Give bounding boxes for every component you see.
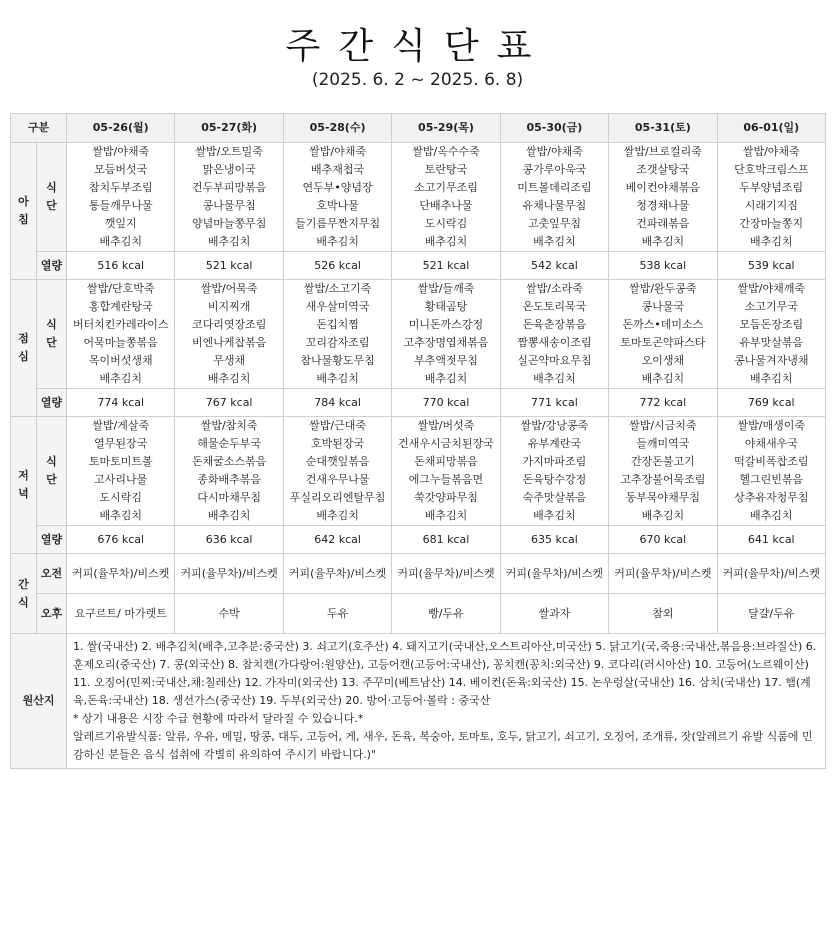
dish-item: 배추김치 (207, 235, 251, 248)
dish-item: 양념마늘쫑무침 (191, 217, 267, 230)
dish-item: 실곤약마요무침 (517, 354, 592, 367)
header-label: 구분 (11, 114, 67, 143)
dish-item: 토마토곤약파스타 (620, 336, 706, 349)
dish-item: 새우살미역국 (305, 300, 370, 313)
day-header: 05-30(금) (500, 114, 608, 143)
dish-cell (717, 280, 825, 389)
meal-kcal-row (11, 252, 826, 280)
dish-item: 쌀밥/버섯죽 (417, 419, 475, 432)
dish-item: 배추김치 (533, 509, 576, 522)
dish-item: 배추김치 (750, 235, 793, 248)
dish-item: 연두부•양념장 (302, 181, 373, 194)
dish-item: 간장돈불고기 (630, 455, 695, 468)
dish-cell (67, 143, 175, 252)
dish-item: 고춧잎무침 (527, 217, 581, 230)
dish-item: 배추김치 (99, 372, 142, 385)
dish-item: 배추김치 (533, 235, 576, 248)
day-header: 05-26(월) (67, 114, 175, 143)
kcal-label: 열량 (37, 389, 67, 417)
dish-item: 고추장불어묵조림 (620, 473, 706, 486)
snack-label: 간식 (11, 554, 37, 634)
dish-item: 돈깁치찜 (316, 318, 359, 331)
dish-item: 종화배추볶음 (197, 473, 262, 486)
dish-item: 에그누들볶음면 (408, 473, 484, 486)
dish-item: 황태곰탕 (424, 300, 468, 313)
dish-item: 배추김치 (424, 372, 468, 385)
weekly-menu-table (10, 113, 826, 769)
kcal-cell: 538 kcal (609, 252, 717, 280)
kcal-cell: 767 kcal (175, 389, 283, 417)
dish-item: 배추재첩국 (311, 163, 365, 176)
snack-cell: 커피(율무차)/비스켓 (283, 554, 391, 594)
dish-item: 배추김치 (641, 235, 685, 248)
kcal-cell: 769 kcal (717, 389, 825, 417)
dish-item: 깻잎지 (104, 217, 137, 230)
dish-item: 푸실리오리엔탈무침 (289, 491, 386, 504)
dish-item: 모듬버섯국 (94, 163, 148, 176)
dish-item: 목이버섯생채 (88, 354, 153, 367)
dish-cell (67, 417, 175, 526)
dish-item: 홍합계란탕국 (88, 300, 153, 313)
snack-pm-label: 오후 (37, 594, 67, 634)
dish-item: 쌀밥/어묵죽 (200, 282, 258, 295)
dish-item: 짬뽕새송이조림 (517, 336, 592, 349)
dish-item: 어묵마늘쫑볶음 (83, 336, 158, 349)
dish-item: 헬그린빈볶음 (739, 473, 804, 486)
dish-item: 콩나물무침 (202, 199, 256, 212)
dish-item: 배추김치 (99, 235, 142, 248)
dish-item: 배추김치 (641, 372, 685, 385)
dish-item: 온도토리묵국 (522, 300, 587, 313)
snack-am-row (11, 554, 826, 594)
dish-item: 쌀밥/들깨죽 (417, 282, 475, 295)
dish-item: 해물순두부국 (197, 437, 262, 450)
snack-cell: 커피(율무차)/비스켓 (175, 554, 283, 594)
dish-item: 조갯살탕국 (636, 163, 690, 176)
dish-item: 배추김치 (750, 372, 793, 385)
kcal-cell: 539 kcal (717, 252, 825, 280)
dish-item: 쌀밥/브로컬리죽 (623, 145, 702, 158)
origin-label: 원산지 (11, 634, 67, 769)
dish-item: 배추김치 (533, 372, 576, 385)
dish-cell (175, 143, 283, 252)
dish-item: 배추김치 (316, 372, 359, 385)
meal-label: 아침 (11, 143, 37, 280)
dish-label: 식단 (37, 417, 67, 526)
dish-item: 쌀밥/근대죽 (309, 419, 366, 432)
dish-item: 상추유자청무침 (734, 491, 809, 504)
meal-dish-row (11, 417, 826, 526)
kcal-cell: 636 kcal (175, 526, 283, 554)
dish-item: 들기름무짠지무침 (295, 217, 381, 230)
dish-item: 소고기무조림 (414, 181, 478, 194)
dish-cell (609, 280, 717, 389)
dish-cell (500, 417, 608, 526)
snack-cell: 커피(율무차)/비스켓 (392, 554, 500, 594)
origin-list: 1. 쌀(국내산) 2. 배추김치(배추,고추분:중국산) 3. 쇠고기(호주산) 4. 돼지고기(국내산,오스트리아산,미국산) 5. 닭고기(국,죽용:국내산,볶음용:브라질산) 6. 훈제오리(중국산) 7. 콩(외국산) 8. 참치캔(가다랑어:원양산), 고등어캔(고등어:국내산), 꽁치캔(꽁치:외국산) 9. 코다리(러시아산) 10. 고등어(노르웨이산) 11. 오징어(민찌:국내산,채:칠레산) 12. 가자미(외국산) 13. 주꾸미(베트남산) 14. 베이컨(돈육:외국산) 15. 논우렁살(국내산) 16. 삼치(국내산) 17. 햄(계육,돈육:국내산) 18. 생선가스(중국산) 19. 두부(외국산) 20. 방어·고등어·볼락 : 중국산 (73, 640, 817, 707)
origin-notice: * 상기 내용은 시장 수급 현황에 따라서 달라질 수 있습니다.* (73, 712, 364, 725)
dish-item: 오이생채 (641, 354, 685, 367)
dish-item: 통들깨무나물 (88, 199, 153, 212)
dish-item: 무생채 (213, 354, 246, 367)
dish-cell (392, 280, 500, 389)
dish-item: 비엔나케찹볶음 (191, 336, 267, 349)
dish-item: 쌀밥/야채죽 (525, 145, 583, 158)
day-header: 05-29(목) (392, 114, 500, 143)
dish-item: 배추김치 (316, 509, 359, 522)
dish-cell (392, 143, 500, 252)
kcal-cell: 676 kcal (67, 526, 175, 554)
dish-item: 단호박크림스프 (734, 163, 809, 176)
dish-item: 건새우무나물 (305, 473, 370, 486)
page-title: 주간식단표 (285, 26, 550, 67)
dish-item: 배추김치 (316, 235, 359, 248)
dish-item: 돈채굴소스볶음 (191, 455, 267, 468)
dish-item: 쌀밥/오트밀죽 (195, 145, 263, 158)
meal-dish-row (11, 143, 826, 252)
dish-item: 가지마파조림 (522, 455, 587, 468)
dish-cell (283, 417, 391, 526)
origin-info (67, 634, 826, 769)
kcal-cell: 771 kcal (500, 389, 608, 417)
dish-item: 부추액젓무침 (414, 354, 478, 367)
kcal-cell: 770 kcal (392, 389, 500, 417)
meal-dish-row (11, 280, 826, 389)
snack-cell: 커피(율무차)/비스켓 (67, 554, 175, 594)
dish-cell (175, 280, 283, 389)
dish-item: 쌀밥/시금치죽 (629, 419, 697, 432)
kcal-cell: 642 kcal (283, 526, 391, 554)
kcal-cell: 542 kcal (500, 252, 608, 280)
dish-item: 쌀밥/단호박죽 (86, 282, 155, 295)
dish-item: 간장마늘쫑지 (739, 217, 804, 230)
kcal-cell: 521 kcal (175, 252, 283, 280)
kcal-cell: 526 kcal (283, 252, 391, 280)
dish-item: 쑥갓양파무침 (414, 491, 478, 504)
dish-item: 쌀밥/강낭콩죽 (520, 419, 589, 432)
kcal-cell: 772 kcal (609, 389, 717, 417)
dish-item: 토란탕국 (424, 163, 468, 176)
dish-item: 콩나물겨자냉채 (734, 354, 809, 367)
dish-item: 숙주맛살볶음 (522, 491, 587, 504)
dish-item: 모듬돈장조림 (739, 318, 804, 331)
snack-cell: 커피(율무차)/비스켓 (609, 554, 717, 594)
dish-item: 미트볼데리조림 (517, 181, 592, 194)
kcal-cell: 635 kcal (500, 526, 608, 554)
snack-am-label: 오전 (37, 554, 67, 594)
dish-item: 시래기지짐 (744, 199, 798, 212)
dish-item: 배추김치 (424, 235, 468, 248)
dish-item: 동부묵야채무침 (625, 491, 701, 504)
dish-item: 두부양념조림 (739, 181, 804, 194)
kcal-label: 열량 (37, 252, 67, 280)
dish-item: 코다리엿장조림 (191, 318, 267, 331)
snack-cell: 참외 (609, 594, 717, 634)
origin-row (11, 634, 826, 769)
dish-item: 야채새우국 (744, 437, 798, 450)
snack-cell: 커피(율무차)/비스켓 (717, 554, 825, 594)
dish-item: 호박나물 (316, 199, 359, 212)
kcal-cell: 521 kcal (392, 252, 500, 280)
date-range: (2025. 6. 2 ~ 2025. 6. 8) (311, 70, 524, 90)
dish-item: 쌀밥/소라죽 (525, 282, 583, 295)
dish-item: 호박된장국 (311, 437, 365, 450)
dish-item: 배추김치 (424, 509, 468, 522)
dish-item: 배추김치 (99, 509, 142, 522)
kcal-label: 열량 (37, 526, 67, 554)
snack-body (11, 554, 826, 769)
dish-item: 쌀밥/완두콩죽 (629, 282, 697, 295)
dish-item: 유채나물무침 (522, 199, 587, 212)
kcal-cell: 641 kcal (717, 526, 825, 554)
dish-item: 유부계란국 (527, 437, 581, 450)
dish-item: 돈채피망볶음 (414, 455, 478, 468)
dish-item: 배추김치 (207, 372, 251, 385)
dish-item: 쌀밥/매생이죽 (737, 419, 805, 432)
dish-cell (392, 417, 500, 526)
dish-item: 건파래볶음 (636, 217, 690, 230)
dish-item: 참나물황도무침 (300, 354, 375, 367)
snack-cell: 달걀/두유 (717, 594, 825, 634)
dish-item: 토마토미트볼 (88, 455, 153, 468)
dish-item: 배추김치 (750, 509, 793, 522)
dish-item: 단배추나물 (419, 199, 473, 212)
dish-item: 비지찌개 (207, 300, 251, 313)
dish-item: 맑은냉이국 (202, 163, 256, 176)
dish-item: 다시마채무침 (197, 491, 262, 504)
dish-item: 꼬리감자조림 (305, 336, 370, 349)
header-row (11, 114, 826, 143)
dish-item: 열무된장국 (94, 437, 148, 450)
dish-cell (500, 280, 608, 389)
dish-item: 순대깻잎볶음 (305, 455, 370, 468)
dish-item: 참치두부조림 (88, 181, 153, 194)
dish-item: 미니돈까스강정 (408, 318, 484, 331)
dish-cell (283, 280, 391, 389)
day-header: 05-28(수) (283, 114, 391, 143)
dish-item: 쌀밥/게살죽 (92, 419, 150, 432)
dish-item: 버터치킨카레라이스 (72, 318, 169, 331)
dish-item: 쌀밥/야채죽 (92, 145, 150, 158)
dish-item: 쌀밥/소고기죽 (303, 282, 372, 295)
dish-item: 쌀밥/옥수수죽 (412, 145, 480, 158)
dish-item: 돈육탕수강정 (522, 473, 587, 486)
meal-label: 저녁 (11, 417, 37, 554)
dish-item: 고추장명엽채볶음 (403, 336, 489, 349)
kcal-cell: 681 kcal (392, 526, 500, 554)
dish-item: 쌀밥/야채죽 (742, 145, 800, 158)
dish-item: 건새우시금치된장국 (398, 437, 494, 450)
snack-cell: 수박 (175, 594, 283, 634)
snack-cell: 요구르트/ 마가렛트 (67, 594, 175, 634)
dish-item: 소고기무국 (744, 300, 798, 313)
dish-item: 도시락김 (424, 217, 468, 230)
dish-label: 식단 (37, 280, 67, 389)
snack-cell: 빵/두유 (392, 594, 500, 634)
day-header: 05-31(토) (609, 114, 717, 143)
dish-item: 배추김치 (641, 509, 685, 522)
dish-label: 식단 (37, 143, 67, 252)
day-header: 06-01(일) (717, 114, 825, 143)
snack-pm-row (11, 594, 826, 634)
day-header: 05-27(화) (175, 114, 283, 143)
snack-cell: 쌀과자 (500, 594, 608, 634)
dish-item: 돈육춘장볶음 (522, 318, 587, 331)
dish-item: 떡갈비폭찹조림 (734, 455, 809, 468)
meal-kcal-row (11, 526, 826, 554)
dish-item: 쌀밥/야채깨죽 (737, 282, 805, 295)
dish-item: 콩나물국 (641, 300, 685, 313)
snack-cell: 두유 (283, 594, 391, 634)
dish-cell (67, 280, 175, 389)
dish-item: 쌀밥/참치죽 (200, 419, 258, 432)
dish-item: 들깨미역국 (636, 437, 690, 450)
dish-cell (717, 417, 825, 526)
meal-body (11, 143, 826, 554)
dish-item: 건두부피망볶음 (191, 181, 267, 194)
meal-label: 점심 (11, 280, 37, 417)
kcal-cell: 784 kcal (283, 389, 391, 417)
dish-item: 쌀밥/야채죽 (309, 145, 366, 158)
dish-cell (283, 143, 391, 252)
dish-item: 돈까스•데미소스 (622, 318, 704, 331)
snack-cell: 커피(율무차)/비스켓 (500, 554, 608, 594)
allergy-info: 알레르기유발식품: 알류, 우유, 메밀, 땅콩, 대두, 고등어, 게, 새우, 돈육, 복숭아, 토마토, 호두, 닭고기, 쇠고기, 오징어, 조개류, 잣(알레르기 유발 식품에 민감하신 분들은 음식 섭취에 각별히 유의하여 주시기 바랍니다.)" (73, 730, 813, 761)
kcal-cell: 774 kcal (67, 389, 175, 417)
kcal-cell: 670 kcal (609, 526, 717, 554)
dish-cell (175, 417, 283, 526)
dish-item: 고사리나물 (94, 473, 148, 486)
dish-item: 청경채나물 (636, 199, 690, 212)
dish-cell (500, 143, 608, 252)
meal-kcal-row (11, 389, 826, 417)
dish-cell (717, 143, 825, 252)
dish-item: 유부맛살볶음 (739, 336, 804, 349)
kcal-cell: 516 kcal (67, 252, 175, 280)
dish-item: 배추김치 (207, 509, 251, 522)
dish-cell (609, 143, 717, 252)
dish-item: 베이컨야채볶음 (625, 181, 701, 194)
dish-item: 콩가루아욱국 (522, 163, 587, 176)
dish-item: 도시락김 (99, 491, 142, 504)
dish-cell (609, 417, 717, 526)
